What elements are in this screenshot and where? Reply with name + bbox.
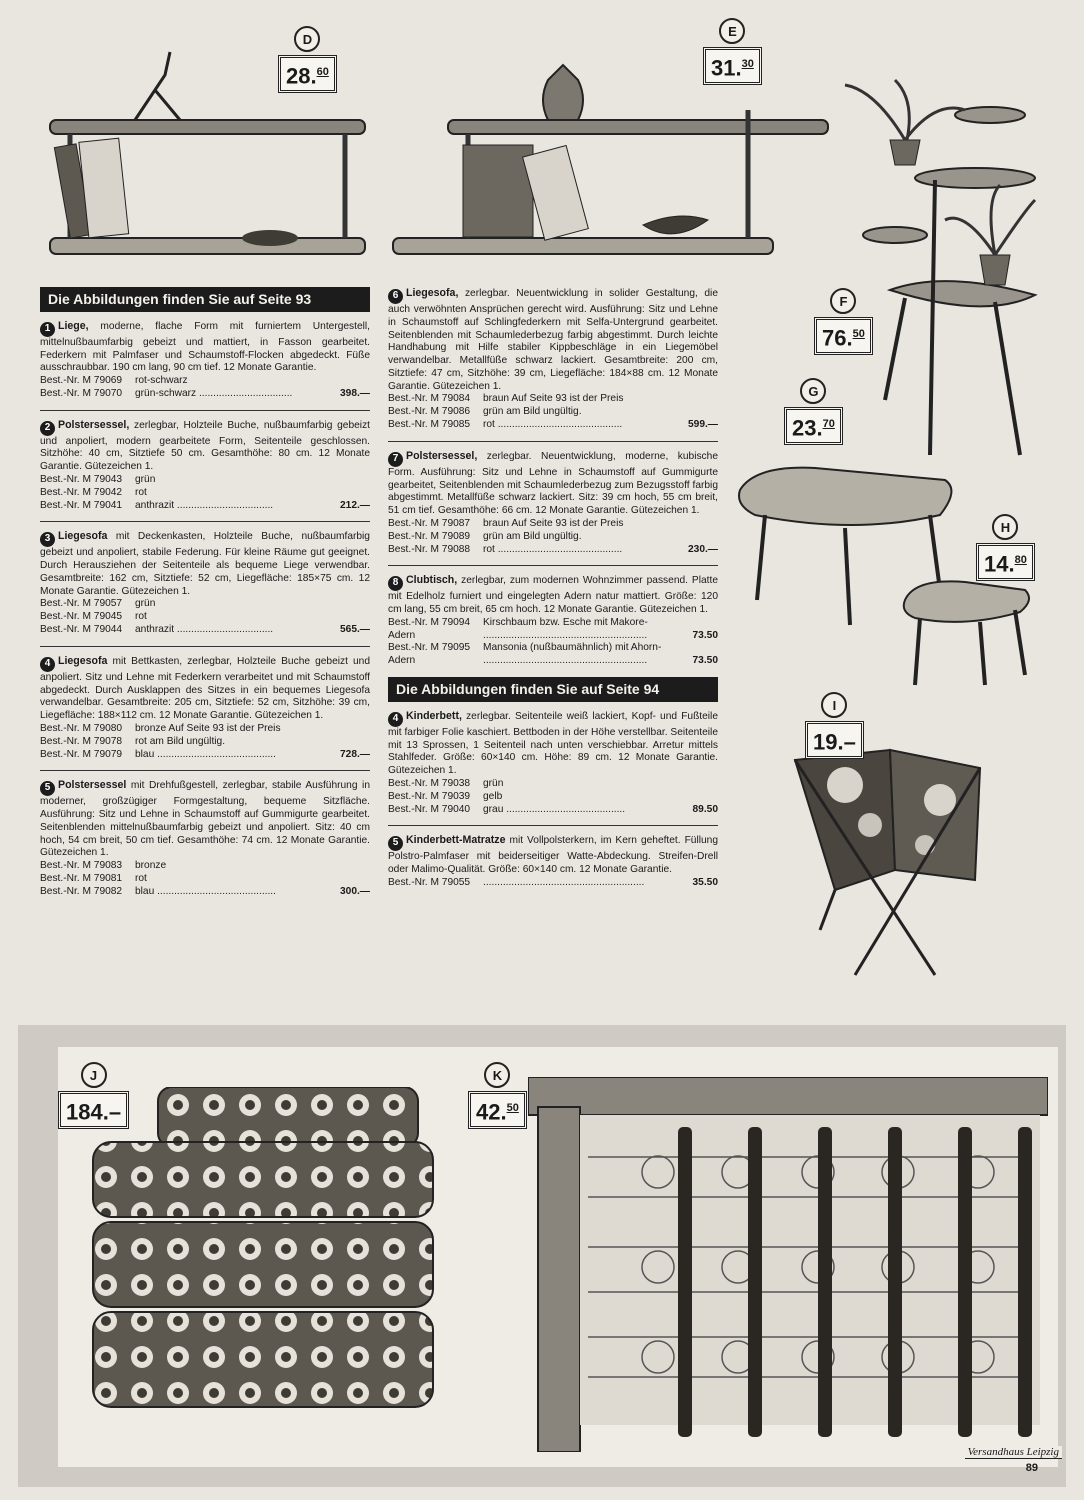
order-price: 230.— (687, 543, 718, 555)
item-number: 2 (40, 421, 55, 436)
product-text: zerlegbar. Neuentwicklung, moderne, kubische Form. Ausführung: Sitz und Lehne in Schaumstoff auf Gummigurte gearbeitet, Seitenblenden mit Schaumlederbezug zum Bezugsstoff farbig abgestimmt. Metallfüße schwarz lackiert. Sitz: 39 cm hoch, 55 cm breit, 51 cm tief. Gesamthöhe: 66 cm. 12 Monate Garantie. Gütezeichen 1. (388, 450, 718, 517)
price-tag-k (468, 1062, 527, 1129)
product-description (40, 530, 370, 598)
price-tag-h (976, 514, 1035, 581)
left-product-list (40, 320, 370, 899)
order-row (40, 487, 370, 500)
product-text: mit Drehfußgestell, zerlegbar, stabile Ausführung in moderner, großzügiger Formgestaltung, bequeme Sitzfläche. Ausführung: Sitz und Lehne in Schaumstoff auf Gummigurte gearbeitet. Seitenblenden mittelnußbaumfarbig gebeizt und anpoliert. Sitz: 40 cm hoch, 54 cm breit, 50 cm tief. Gesamthöhe: 74 cm. 12 Monate Garantie. Gütezeichen 1. (40, 780, 370, 859)
order-row (40, 886, 370, 899)
order-variant: rot (135, 611, 147, 623)
order-number: Best.-Nr. M 79070 (40, 387, 123, 399)
order-row (388, 393, 718, 406)
product-title: Polstersessel, (406, 449, 478, 462)
order-variant: grün am Bild ungültig. (483, 406, 582, 418)
order-price (368, 487, 370, 500)
order-price (716, 617, 718, 630)
bed-spring-frame-k-illustration (528, 1077, 1048, 1452)
product-text: mit Deckenkasten, Holzteile Buche, nußbaumfarbig gebeizt und anpoliert, stabile Federung. Für kleine Räume gut geeignet. Durch Herausziehen der Seitenteile als bequeme Liege verwendbar. Gesamtbreite: 162 cm, Sitztiefe: 52 cm, Liegefläche: 185×75 cm. 12 Monate Garantie. Gütezeichen 1. (40, 531, 370, 597)
order-row (388, 642, 718, 655)
product-item (388, 710, 718, 816)
bottom-photo-panel (18, 1025, 1066, 1487)
order-row (388, 518, 718, 531)
order-variant: bronze (135, 860, 167, 872)
order-number: Best.-Nr. M 79094 (388, 616, 471, 628)
order-number: Best.-Nr. M 79095 (388, 642, 471, 654)
product-text: mit Vollpolsterkern, im Kern geheftet. Füllung Polstro-Palmfaser mit beiderseitiger Watte-Abdeckung. Streifen-Drell oder Malimo-Qualität. Größe: 60×140 cm. 12 Monate Garantie. (388, 835, 718, 876)
order-row (388, 617, 718, 630)
tag-letter: D (294, 26, 320, 52)
product-text: moderne, flache Form mit furniertem Untergestell, mittelnußbaumfarbig gebeizt und mattiert, in Fasson gearbeitet. Federkern mit Palmfaser und Schaumstoff-Flocken abgedeckt. Füße ausschraubbar. 190 cm lang, 90 cm tief. 12 Monate Garantie. (40, 320, 370, 374)
tag-letter: F (830, 288, 856, 314)
order-number: Best.-Nr. M 79085 (388, 419, 471, 431)
order-price (368, 860, 370, 873)
product-item (40, 320, 370, 401)
order-price (368, 873, 370, 886)
order-variant: anthrazit .................................. (135, 624, 274, 636)
order-variant: blau .......................................... (135, 748, 276, 760)
order-variant: rot ............................................ (483, 419, 623, 431)
product-title: Liegesofa (58, 654, 108, 667)
item-number: 4 (388, 712, 403, 727)
order-variant: ......................................................... (483, 876, 645, 888)
bottom-photo-area (58, 1047, 1058, 1467)
order-variant: blau .......................................... (135, 885, 276, 897)
order-row (388, 419, 718, 432)
order-row (388, 406, 718, 419)
order-variant: grün (135, 473, 156, 485)
order-variant: braun Auf Seite 93 ist der Preis (483, 517, 624, 529)
tag-price: 76.50 (814, 317, 873, 355)
order-number: Best.-Nr. M 79043 (40, 473, 123, 485)
order-row (388, 531, 718, 544)
order-number: Best.-Nr. M 79086 (388, 406, 471, 418)
product-item (40, 530, 370, 636)
section-header-page-94: Die Abbildungen finden Sie auf Seite 94 (388, 677, 718, 702)
order-row (40, 500, 370, 513)
order-number: Best.-Nr. M 79089 (388, 530, 471, 542)
order-number: Best.-Nr. M 79042 (40, 486, 123, 498)
order-price: 398.— (339, 387, 370, 399)
product-description (388, 710, 718, 778)
price-tag-j (58, 1062, 129, 1129)
order-number: Adern (388, 629, 416, 641)
order-variant: grün (135, 598, 156, 610)
order-number: Best.-Nr. M 79083 (40, 860, 123, 872)
order-price: 565.— (339, 624, 370, 636)
product-text: zerlegbar. Seitenteile weiß lackiert, Kopf- und Fußteile mit farbiger Folie kaschiert. Bettboden in der Höhe verstellbar. Seitenteile mit 13 Sprossen, 1 Seitenteil nach unten verschiebbar. Arretur mittels Stahlfeder. Größe: 60×140 cm. Höhe: 89 cm. 12 Monate Garantie. Gütezeichen 1. (388, 710, 718, 777)
order-number: Best.-Nr. M 79079 (40, 748, 123, 760)
order-row (40, 611, 370, 624)
product-title: Polstersessel, (58, 418, 130, 431)
order-price (368, 611, 370, 624)
order-number: Best.-Nr. M 79080 (40, 722, 123, 734)
order-row (40, 723, 370, 736)
order-row (40, 598, 370, 611)
tag-letter: J (81, 1062, 107, 1088)
tag-price: 19.– (805, 721, 864, 759)
order-row (388, 630, 718, 643)
order-number: Best.-Nr. M 79084 (388, 393, 471, 405)
order-price (716, 778, 718, 791)
right-column (388, 287, 718, 899)
order-row (388, 778, 718, 791)
order-row (40, 736, 370, 749)
tag-price: 184.– (58, 1091, 129, 1129)
plant-stand-f-illustration (835, 70, 1055, 465)
tag-letter: E (719, 18, 745, 44)
order-row (40, 388, 370, 401)
order-price (368, 723, 370, 736)
order-price (716, 406, 718, 419)
order-price: 300.— (339, 885, 370, 897)
item-number: 3 (40, 532, 55, 547)
tag-price: 14.80 (976, 543, 1035, 581)
order-number: Adern (388, 655, 416, 667)
wall-shelf-e-illustration (388, 40, 833, 270)
tag-letter: K (484, 1062, 510, 1088)
order-variant: .......................................................... (483, 655, 648, 667)
tag-price: 28.60 (278, 55, 337, 93)
product-description (388, 287, 718, 393)
item-number: 8 (388, 576, 403, 591)
order-number: Best.-Nr. M 79088 (388, 543, 471, 555)
order-row (388, 544, 718, 557)
section-header-page-93: Die Abbildungen finden Sie auf Seite 93 (40, 287, 370, 312)
product-item (388, 450, 718, 556)
divider (40, 410, 370, 411)
mattress-stack-j-illustration (88, 1087, 438, 1417)
order-row (388, 877, 718, 890)
left-column (40, 287, 370, 908)
order-number: Best.-Nr. M 79055 (388, 876, 471, 888)
order-row (40, 474, 370, 487)
product-title: Liegesofa, (406, 287, 459, 299)
order-variant: bronze Auf Seite 93 ist der Preis (135, 722, 281, 734)
product-description (40, 419, 370, 474)
order-price: 599.— (687, 419, 718, 431)
tag-price: 42.50 (468, 1091, 527, 1129)
order-price (368, 736, 370, 749)
product-description (40, 320, 370, 375)
order-row (388, 791, 718, 804)
tag-letter: H (992, 514, 1018, 540)
price-tag-g (784, 378, 843, 445)
order-variant: Kirschbaum bzw. Esche mit Makore- (483, 616, 648, 628)
magazine-rack-i-illustration (775, 740, 1005, 985)
order-number: Best.-Nr. M 79044 (40, 624, 123, 636)
item-number: 4 (40, 657, 55, 672)
order-row (388, 655, 718, 668)
right-product-list-b (388, 710, 718, 890)
order-price (716, 531, 718, 544)
divider (40, 646, 370, 647)
product-text: zerlegbar, zum modernen Wohnzimmer passend. Platte mit Edelholz furniert und eingelegten Adern natur mattiert. Größe: 120 cm lang, 55 cm breit, 65 cm hoch. 12 Monate Garantie. Gütezeichen 1. (388, 575, 718, 616)
order-variant: anthrazit .................................. (135, 499, 274, 511)
right-product-list-a (388, 287, 718, 668)
item-number: 6 (388, 289, 403, 304)
order-price (368, 598, 370, 611)
order-price (716, 518, 718, 531)
order-number: Best.-Nr. M 79045 (40, 611, 123, 623)
order-variant: rot (135, 486, 147, 498)
product-item (388, 834, 718, 889)
product-title: Kinderbett, (406, 709, 462, 722)
order-variant: .......................................................... (483, 629, 648, 641)
product-title: Polstersessel (58, 779, 127, 792)
order-number: Best.-Nr. M 79087 (388, 517, 471, 529)
product-title: Liegesofa (58, 530, 108, 543)
product-item (40, 779, 370, 898)
order-number: Best.-Nr. M 79039 (388, 790, 471, 802)
product-description (388, 450, 718, 518)
product-title: Kinderbett-Matratze (406, 834, 506, 847)
order-price: 728.— (339, 748, 370, 760)
publisher-brand: Versandhaus Leipzig (965, 1446, 1062, 1459)
order-number: Best.-Nr. M 79078 (40, 735, 123, 747)
price-tag-e (703, 18, 762, 85)
divider (40, 521, 370, 522)
order-number: Best.-Nr. M 79069 (40, 375, 123, 387)
product-description (40, 779, 370, 860)
order-price: 89.50 (692, 803, 718, 815)
order-variant: grün-schwarz ................................. (135, 387, 293, 399)
product-description (40, 655, 370, 723)
product-title: Clubtisch, (406, 574, 458, 587)
order-number: Best.-Nr. M 79041 (40, 499, 123, 511)
order-price: 73.50 (692, 655, 718, 667)
product-item (388, 574, 718, 668)
order-number: Best.-Nr. M 79038 (388, 777, 471, 789)
product-item (388, 287, 718, 432)
order-number: Best.-Nr. M 79040 (388, 803, 471, 815)
order-row (40, 860, 370, 873)
divider (388, 441, 718, 442)
order-variant: rot ............................................ (483, 543, 623, 555)
order-variant: grün am Bild ungültig. (483, 530, 582, 542)
product-description (388, 834, 718, 877)
order-variant: Mansonia (nußbaumähnlich) mit Ahorn- (483, 642, 662, 654)
page-number: 89 (1025, 1462, 1038, 1474)
order-row (40, 873, 370, 886)
order-variant: rot am Bild ungültig. (135, 735, 226, 747)
order-variant: rot-schwarz (135, 375, 188, 387)
divider (40, 770, 370, 771)
product-item (40, 419, 370, 513)
order-number: Best.-Nr. M 79081 (40, 873, 123, 885)
divider (388, 825, 718, 826)
product-title: Liege, (58, 319, 89, 332)
product-text: zerlegbar, Holzteile Buche, nußbaumfarbig gebeizt und anpoliert, modern gearbeitete Form, Seitenteile geschlossen. Sitzhöhe: 40 cm, Sitztiefe 50 cm. Gesamthöhe: 80 cm. 12 Monate Garantie. Gütezeichen 1. (40, 419, 370, 473)
product-description (388, 574, 718, 617)
order-price (716, 642, 718, 655)
tag-price: 23.70 (784, 407, 843, 445)
price-tag-d (278, 26, 337, 93)
item-number: 7 (388, 452, 403, 467)
tag-price: 31.30 (703, 47, 762, 85)
price-tag-i (805, 692, 864, 759)
order-price: 73.50 (692, 629, 718, 641)
order-variant: grün (483, 777, 504, 789)
order-row (388, 804, 718, 817)
order-number: Best.-Nr. M 79057 (40, 598, 123, 610)
item-number: 5 (40, 781, 55, 796)
price-tag-f (814, 288, 873, 355)
order-price: 35.50 (692, 876, 718, 888)
order-row (40, 749, 370, 762)
item-number: 5 (388, 836, 403, 851)
order-variant: rot (135, 873, 147, 885)
tag-letter: I (821, 692, 847, 718)
order-number: Best.-Nr. M 79082 (40, 885, 123, 897)
product-item (40, 655, 370, 761)
order-variant: gelb (483, 790, 503, 802)
product-text: mit Bettkasten, zerlegbar, Holzteile Buche gebeizt und anpoliert. Sitz und Lehne mit Federkern verarbeitet und mit Schaumstoff abgedeckt. Durch Ausklappen des Sitzes in ein bequemes Liegesofa verwandelbar. Gesamtbreite: 205 cm, Sitztiefe: 52 cm, Sitzhöhe: 39 cm, Liegefläche: 188×112 cm. 12 Monate Garantie. Gütezeichen 1. (40, 655, 370, 722)
order-price (716, 393, 718, 406)
divider (388, 565, 718, 566)
product-text: zerlegbar. Neuentwicklung in solider Gestaltung, die auch verwöhnten Ansprüchen gerecht wird. Ausführung: Sitz und Lehne in Schaumstoff auf Schlingfederkern mit Selfa-Untergrund gearbeitet. Seitenblenden mit Schaumlederbezug farbig abgestimmt. Durch leichte Handhabung mit Hilfe stabiler Kippbeschläge in ein Liegemöbel verwandelbar. Metallfüße schwarz lackiert. Gesamtbreite: 200 cm, Sitztiefe: 47 cm, Sitzhöhe: 39 cm, Liegefläche: 184×88 cm. 12 Monate Garantie. Gütezeichen 1. (388, 288, 718, 392)
order-row (40, 624, 370, 637)
order-price (716, 791, 718, 804)
item-number: 1 (40, 322, 55, 337)
order-price (368, 474, 370, 487)
order-price (368, 375, 370, 388)
tag-letter: G (800, 378, 826, 404)
order-variant: braun Auf Seite 93 ist der Preis (483, 393, 624, 405)
order-variant: grau .......................................... (483, 803, 626, 815)
order-row (40, 375, 370, 388)
order-price: 212.— (339, 499, 370, 511)
